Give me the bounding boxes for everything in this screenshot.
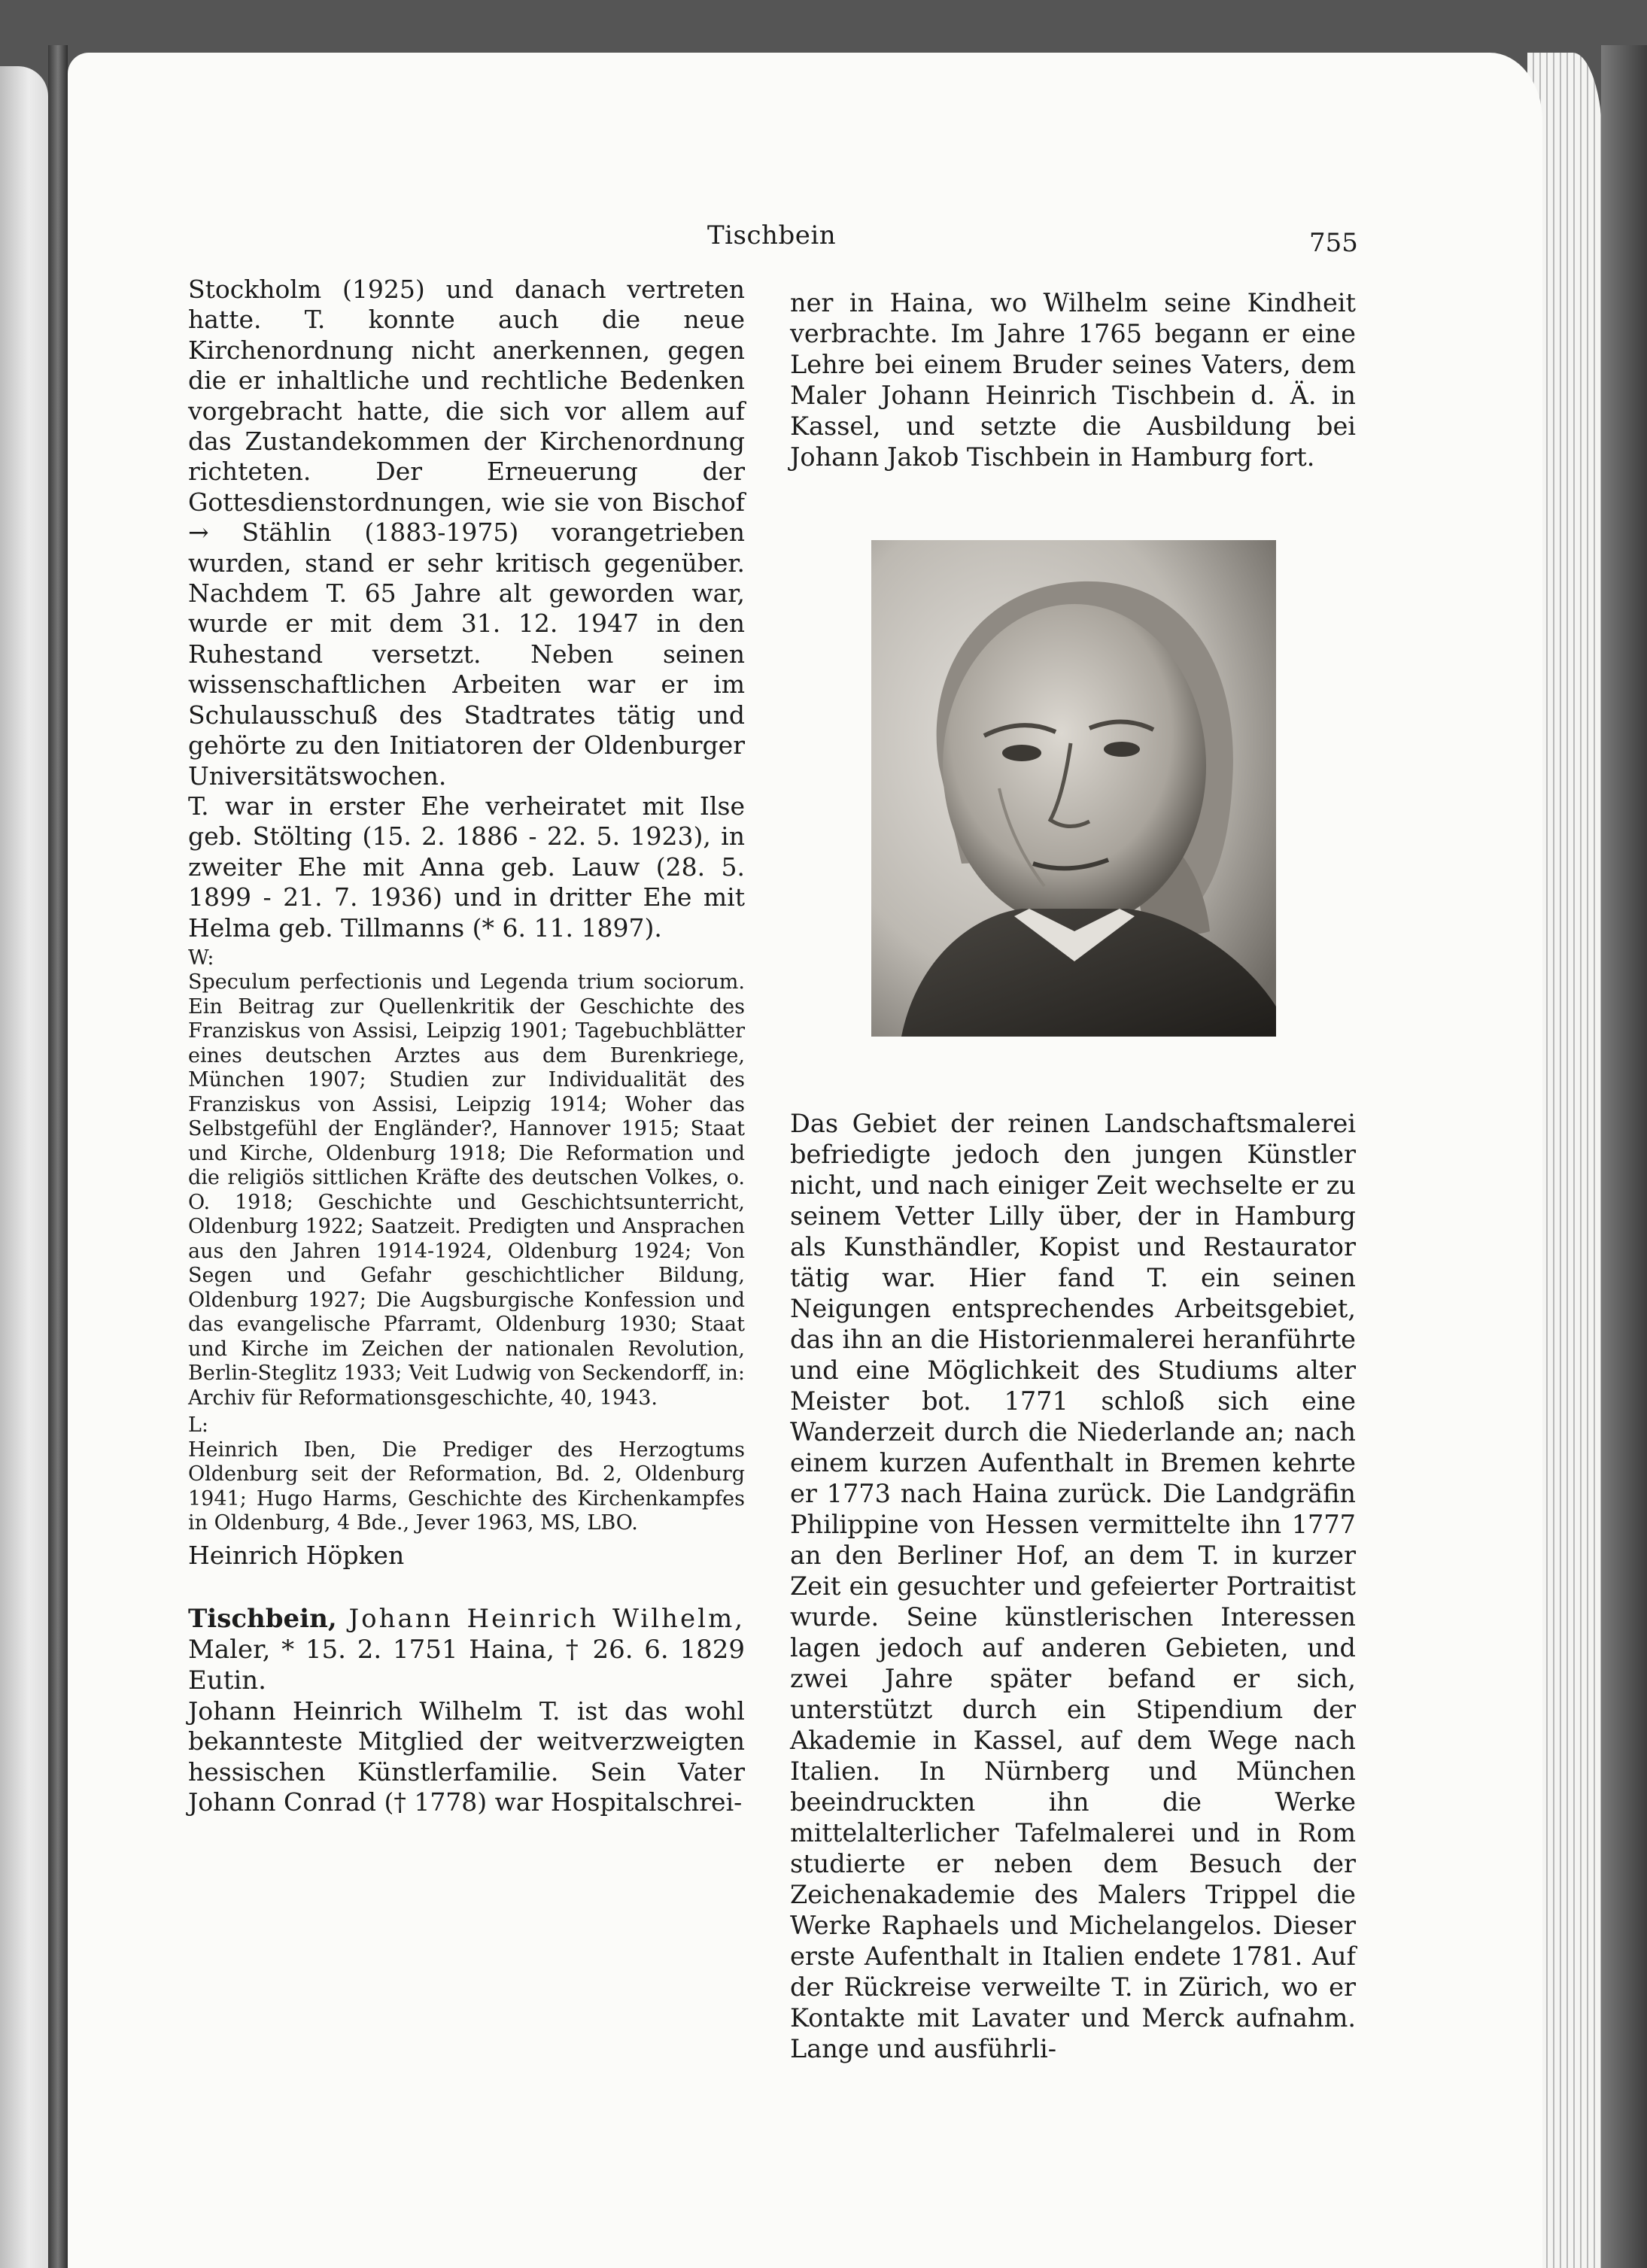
article-author: Heinrich Höpken [188,1540,405,1570]
right-top-paragraph: ner in Haina, wo Wilhelm seine Kindheit verbrachte. Im Jahre 1765 begann er eine Lehre bei einem Bruder seines Vaters, dem Maler Johann Heinrich Tischbein d. Ä. in Kassel, und setzte die Ausbildung bei Johann Jakob Tischbein in Hamburg fort. [790,288,1356,472]
right-edge-shadow [1601,45,1647,2268]
book-gutter [48,45,68,2268]
marriage-paragraph: T. war in erster Ehe verheiratet mit Ilse geb. Stölting (15. 2. 1886 - 22. 5. 1923), in zweiter Ehe mit Anna geb. Lauw (28. 5. 1899 - 21. 7. 1936) und in dritter Ehe mit Helma geb. Tillmanns (* 6. 11. 1897). [188,791,745,943]
literature-list: Heinrich Iben, Die Prediger des Herzogtums Oldenburg seit der Reformation, Bd. 2, Oldenburg 1941; Hugo Harms, Geschichte des Kirchenkampfes in Oldenburg, 4 Bde., Jever 1963, MS, LBO. [188,1438,745,1535]
left-page-edge [0,66,48,2268]
right-bottom-paragraph: Das Gebiet der reinen Landschaftsmalerei befriedigte jedoch den jungen Künstler nicht, und nach einiger Zeit wechselte er zu seinem Vetter Lilly über, der in Hamburg als Kunsthändler, Kopist und Restaurator tätig war. Hier fand T. ein seinen Neigungen entsprechendes Arbeitsgebiet, das ihn an die Historienmalerei heranführte und eine Möglichkeit des Studiums alter Meister bot. 1771 schloß sich eine Wanderzeit durch die Niederlande an; nach einem kurzen Aufenthalt in Bremen kehrte er 1773 nach Haina zurück. Die Landgräfin Philippine von Hessen vermittelte ihn 1777 an den Berliner Hof, an dem T. in kurzer Zeit ein gesuchter und gefeierter Portraitist wurde. Seine künstlerischen Interessen lagen jedoch auf anderen Gebieten, und zwei Jahre später befand er sich, unterstützt durch ein Stipendium der Akademie in Kassel, auf dem Wege nach Italien. In Nürnberg und München beeindruckten ihn die Werke mittelalterlicher Tafelmalerei und in Rom studierte er neben dem Besuch der Zeichenakademie des Malers Trippel die Werke Raphaels und Michelangelos. Dieser erste Aufenthalt in Italien endete 1781. Auf der Rückreise verweilte T. in Zürich, wo er Kontakte mit Lavater und Merck aufnahm. Lange und ausführli- [790,1109,1356,2063]
portrait-image [871,540,1276,1037]
left-column [188,275,745,1818]
right-column-top [790,287,1356,472]
entry-heading [188,1604,745,1696]
entry-intro-paragraph: Johann Heinrich Wilhelm T. ist das wohl bekannteste Mitglied der weitverzweigten hessischen Künstlerfamilie. Sein Vater Johann Conrad († 1778) war Hospitalschrei- [188,1696,745,1817]
literature-label: L: [188,1413,209,1438]
right-column-bottom [790,1108,1356,2064]
works-list: Speculum perfectionis und Legenda trium sociorum. Ein Beitrag zur Quellenkritik der Geschichte des Franziskus von Assisi, Leipzig 1901; Tagebuchblätter eines deutschen Arztes aus dem Burenkriege, München 1907; Studien zur Individualität des Franziskus von Assisi, Leipzig 1914; Woher das Selbstgefühl der Engländer?, Hannover 1915; Staat und Kirche, Oldenburg 1918; Die Reformation und die religiös sittlichen Kräfte des deutschen Volkes, o. O. 1918; Geschichte und Geschichtsunterricht, Oldenburg 1922; Saatzeit. Predigten und Ansprachen aus den Jahren 1914-1924, Oldenburg 1924; Von Segen und Gefahr geschichtlicher Bildung, Oldenburg 1927; Die Augsburgische Konfession und das evangelische Pfarramt, Oldenburg 1930; Staat und Kirche im Zeichen der nationalen Revolution, Berlin-Steglitz 1933; Veit Ludwig von Seckendorff, in: Archiv für Reformationsgeschichte, 40, 1943. [188,970,745,1410]
running-header-title: Tischbein [707,220,837,250]
entry-name: Tischbein, [188,1603,337,1634]
page-number: 755 [1309,228,1358,258]
portrait-drawing [871,540,1276,1037]
bio-continuation-paragraph: Stockholm (1925) und danach vertreten hatte. T. konnte auch die neue Kirchenordnung nicht anerkennen, gegen die er inhaltliche und rechtliche Bedenken vorgebracht hatte, die sich vor allem auf das Zustandekommen der Kirchenordnung richteten. Der Erneuerung der Gottesdienstordnungen, wie sie von Bischof → Stählin (1883-1975) vorangetrieben wurden, stand er sehr kritisch gegenüber. Nachdem T. 65 Jahre alt geworden war, wurde er mit dem 31. 12. 1947 in den Ruhestand versetzt. Neben seinen wissenschaftlichen Arbeiten war er im Schulausschuß des Stadtrates tätig und gehörte zu den Initiatoren der Oldenburger Universitätswochen. [188,275,745,791]
entry-given-names: Johann Heinrich Wilhelm, [348,1603,745,1634]
entry-vitals: Maler, * 15. 2. 1751 Haina, † 26. 6. 1829 Eutin. [188,1634,745,1696]
works-label: W: [188,946,214,970]
